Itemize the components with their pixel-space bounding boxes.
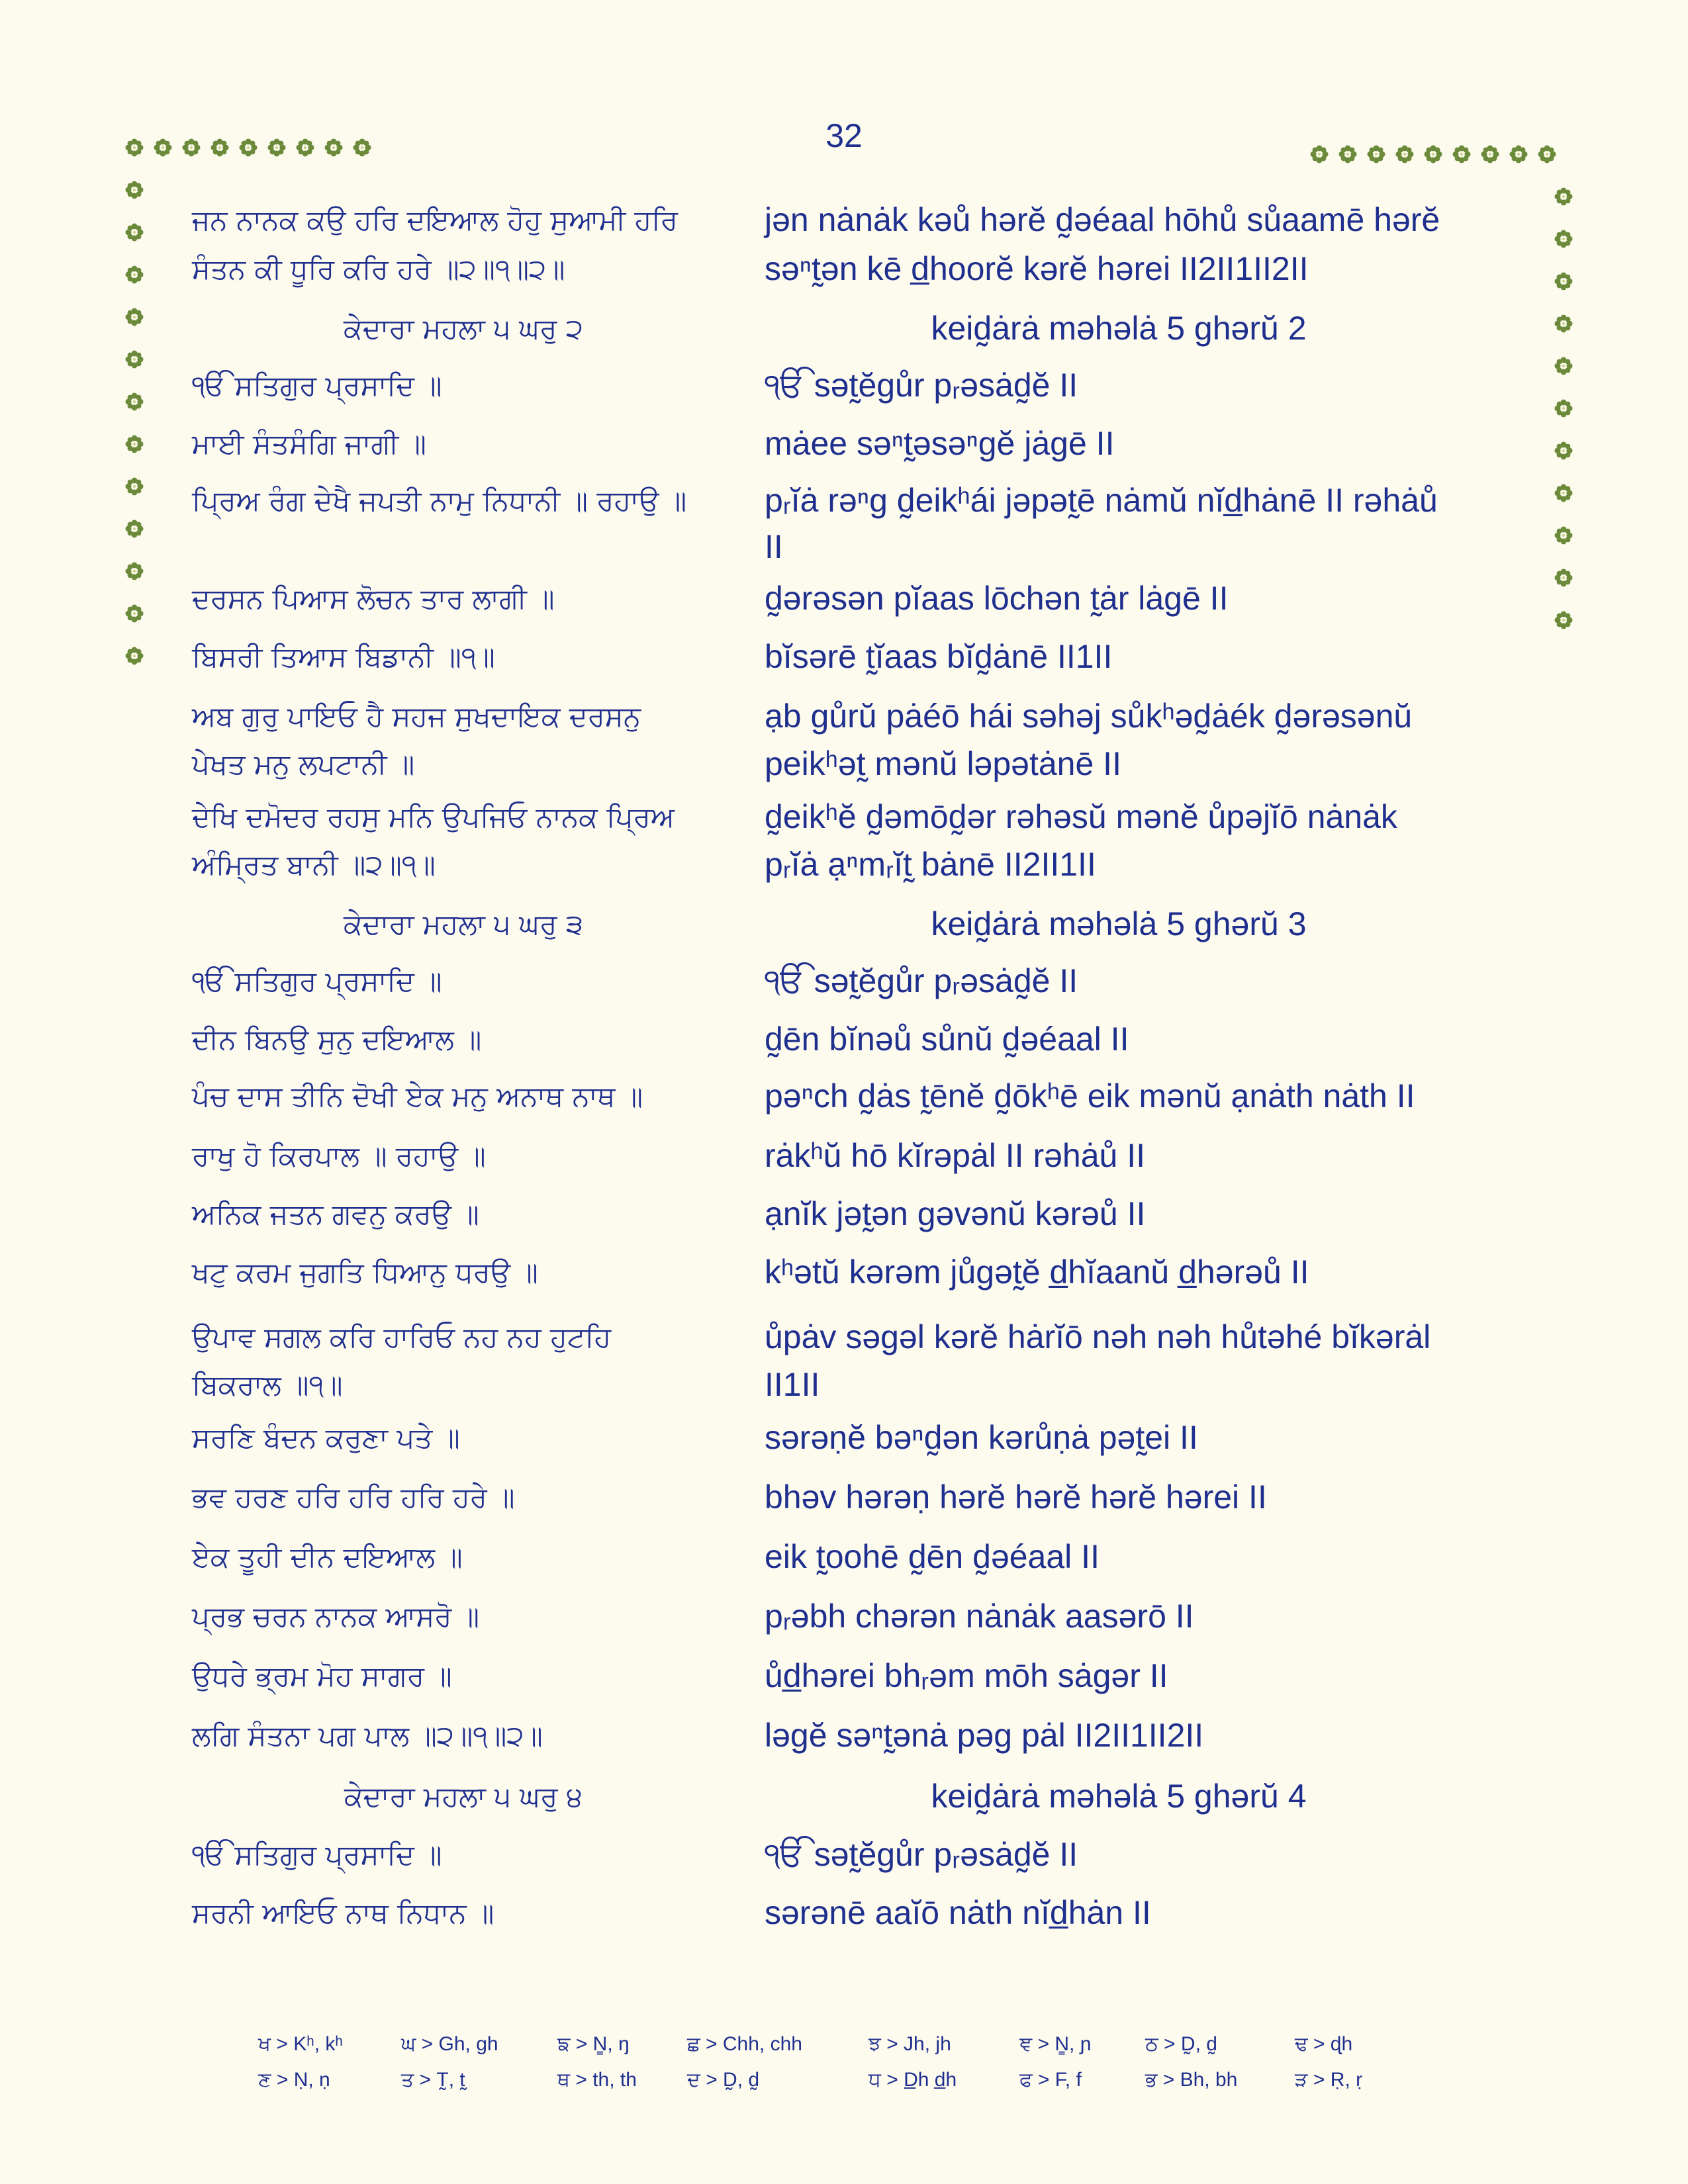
transliteration-line: ੴ sət̰ĕgůr pᵣəsȧd̰ĕ II — [765, 962, 1078, 999]
transliteration-line: pᵣĭȧ ạⁿmᵣĭt̰ bȧnē II2II1II — [765, 846, 1096, 883]
gurmukhi-line: ਪ੍ਰਭ ਚਰਨ ਨਾਨਕ ਆਸਰੋ ॥ — [192, 1600, 480, 1633]
transliteration-line: d̰ərəsən pĭaas lōchən t̰ȧr lȧgē II — [765, 580, 1229, 617]
legend-item: ਫ > F, f — [1019, 2069, 1082, 2091]
gurmukhi-line: ਭਵ ਹਰਣ ਹਰਿ ਹਰਿ ਹਰਿ ਹਰੇ ॥ — [192, 1481, 515, 1514]
gurmukhi-line: ਕੇਦਾਰਾ ਮਹਲਾ ੫ ਘਰੁ ੩ — [344, 908, 583, 940]
gurmukhi-line: ਬਿਸਰੀ ਤਿਆਸ ਬਿਡਾਨੀ ॥੧॥ — [192, 641, 495, 673]
gurmukhi-line: ੴ ਸਤਿਗੁਰ ਪ੍ਰਸਾਦਿ ॥ — [192, 965, 442, 997]
legend-item: ਙ > N̳, ŋ — [557, 2033, 630, 2055]
gurmukhi-line: ਪੰਚ ਦਾਸ ਤੀਨਿ ਦੋਖੀ ਏਕ ਮਨੁ ਅਨਾਥ ਨਾਥ ॥ — [192, 1080, 643, 1113]
page-number: 32 — [825, 117, 863, 154]
transliteration-line: ạb gůrŭ pȧéō hái səhəj sůkʰəd̰ȧék d̰ərəsənŭ — [765, 698, 1413, 735]
transliteration-line: sərəṇĕ bəⁿd̰ən kərůṇȧ pət̰ei II — [765, 1419, 1198, 1456]
transliteration-line: bhəv hərəṇ hərĕ hərĕ hərĕ hərei II — [765, 1479, 1267, 1516]
gurmukhi-line: ਸਰਨੀ ਆਇਓ ਨਾਥ ਨਿਧਾਨ ॥ — [192, 1897, 494, 1929]
transliteration-line: peikʰət̰ mənŭ ləpətȧnē II — [765, 745, 1121, 782]
gurmukhi-line: ਸਰਣਿ ਬੰਦਨ ਕਰੁਣਾ ਪਤੇ ॥ — [192, 1422, 460, 1454]
legend-item: ਘ > Gh, gh — [401, 2033, 498, 2055]
transliteration-line: pᵣĭȧ rəⁿg d̰eikʰái jəpət̰ē nȧmŭ nĭd̲hȧnē II rəhȧů — [765, 482, 1438, 519]
legend-item: ਖ > Kʰ, kʰ — [258, 2033, 343, 2055]
legend-item: ਥ > th, th — [557, 2069, 637, 2091]
transliteration-line: rȧkʰŭ hō kĭrəpȧl II rəhȧů II — [765, 1137, 1146, 1174]
gurmukhi-line: ਕੇਦਾਰਾ ਮਹਲਾ ੫ ਘਰੁ ੨ — [344, 312, 583, 345]
legend-item: ਤ > T̰, t̰ — [401, 2069, 465, 2091]
transliteration-line: ੴ sət̰ĕgůr pᵣəsȧd̰ĕ II — [765, 367, 1078, 404]
gurmukhi-line: ਰਾਖੁ ਹੋ ਕਿਰਪਾਲ ॥ ਰਹਾਉ ॥ — [192, 1140, 486, 1172]
gurmukhi-line: ਖਟੁ ਕਰਮ ਜੁਗਤਿ ਧਿਆਨੁ ਧਰਉ ॥ — [192, 1256, 538, 1289]
transliteration-line: ůd̲hərei bhᵣəm mōh sȧgər II — [765, 1657, 1168, 1694]
transliteration-line: keid̰ȧrȧ məhəlȧ 5 ghərŭ 2 — [931, 310, 1307, 347]
gurmukhi-line: ਦੇਖਿ ਦਮੋਦਰ ਰਹਸੁ ਮਨਿ ਉਪਜਿਓ ਨਾਨਕ ਪ੍ਰਿਅ — [192, 801, 675, 833]
gurmukhi-line: ਉਪਾਵ ਸਗਲ ਕਰਿ ਹਾਰਿਓ ਨਹ ਨਹ ਹੁਟਹਿ — [192, 1321, 612, 1353]
transliteration-line-continued: II — [765, 528, 783, 565]
transliteration-line: ạnĭk jət̰ən gəvənŭ kərəů II — [765, 1195, 1146, 1232]
transliteration-line: pᵣəbh chərən nȧnȧk aasərō II — [765, 1598, 1194, 1635]
transliteration-legend — [258, 2033, 1450, 2105]
gurmukhi-line: ਬਿਕਰਾਲ ॥੧॥ — [192, 1369, 343, 1401]
gurmukhi-line: ਦਰਸਨ ਪਿਆਸ ਲੋਚਨ ਤਾਰ ਲਾਗੀ ॥ — [192, 582, 555, 615]
legend-item: ਦ > D̰, d̰ — [687, 2069, 760, 2091]
gurmukhi-line: ਪ੍ਰਿਅ ਰੰਗ ਦੇਖੈ ਜਪਤੀ ਨਾਮੁ ਨਿਧਾਨੀ ॥ ਰਹਾਉ ॥ — [192, 484, 687, 517]
legend-item: ਛ > Chh, chh — [687, 2033, 802, 2055]
transliteration-line: mȧee səⁿt̰əsəⁿgĕ jȧgē II — [765, 425, 1115, 462]
legend-row — [258, 2033, 1450, 2069]
transliteration-line: pəⁿch d̰ȧs t̰ēnĕ d̰ōkʰē eik mənŭ ạnȧth nȧth II — [765, 1077, 1415, 1115]
legend-item: ਢ > ɖh — [1295, 2033, 1353, 2055]
transliteration-line: keid̰ȧrȧ məhəlȧ 5 ghərŭ 4 — [931, 1778, 1307, 1815]
transliteration-line: jən nȧnȧk kəů hərĕ d̰əéaal hōhů sůaamē hərĕ — [765, 201, 1440, 238]
gurmukhi-line: ੴ ਸਤਿਗੁਰ ਪ੍ਰਸਾਦਿ ॥ — [192, 369, 442, 402]
gurmukhi-line: ਲਗਿ ਸੰਤਨਾ ਪਗ ਪਾਲ ॥੨॥੧॥੨॥ — [192, 1719, 543, 1752]
gurmukhi-line: ਏਕ ਤੂਹੀ ਦੀਨ ਦਇਆਲ ॥ — [192, 1541, 463, 1573]
gurmukhi-line: ਜਨ ਨਾਨਕ ਕਉ ਹਰਿ ਦਇਆਲ ਹੋਹੁ ਸੁਆਮੀ ਹਰਿ — [192, 204, 678, 236]
legend-row — [258, 2069, 1450, 2105]
legend-item: ਭ > Bh, bh — [1145, 2069, 1238, 2091]
gurmukhi-line: ਮਾਈ ਸੰਤਸੰਗਿ ਜਾਗੀ ॥ — [192, 428, 426, 460]
transliteration-line: səⁿt̰ən kē d̲hoorĕ kərĕ hərei II2II1II2II — [765, 250, 1309, 287]
transliteration-line: d̰eikʰĕ d̰əmōd̰ər rəhəsŭ mənĕ ůpəjĭō nȧnȧk — [765, 798, 1397, 835]
gurmukhi-line: ਕੇਦਾਰਾ ਮਹਲਾ ੫ ਘਰੁ ੪ — [344, 1780, 583, 1813]
transliteration-line: II1II — [765, 1366, 820, 1403]
transliteration-line: d̰ēn bĭnəů sůnŭ d̰əéaal II — [765, 1021, 1129, 1058]
transliteration-line: sərənē aaĭō nȧth nĭd̲hȧn II — [765, 1894, 1151, 1931]
gurmukhi-line: ਸੰਤਨ ਕੀ ਧੂਰਿ ਕਰਿ ਹਰੇ ॥੨॥੧॥੨॥ — [192, 253, 565, 285]
gurmukhi-line: ਅੰਮ੍ਰਿਤ ਬਾਨੀ ॥੨॥੧॥ — [192, 848, 436, 881]
legend-item: ਞ > N̳, ɲ — [1019, 2033, 1092, 2055]
transliteration-line: ůpȧv səgəl kərĕ hȧrĭō nəh nəh hůtəhé bĭkərȧl — [765, 1318, 1431, 1355]
gurmukhi-line: ਉਧਰੇ ਭ੍ਰਮ ਮੋਹ ਸਾਗਰ ॥ — [192, 1660, 452, 1692]
transliteration-line: ੴ sət̰ĕgůr pᵣəsȧd̰ĕ II — [765, 1836, 1078, 1873]
legend-item: ਠ > D̰, d̰ — [1145, 2033, 1217, 2055]
gurmukhi-line: ੴ ਸਤਿਗੁਰ ਪ੍ਰਸਾਦਿ ॥ — [192, 1839, 442, 1871]
legend-item: ੜ > Ṛ, ṛ — [1295, 2069, 1363, 2091]
transliteration-line: bĭsərē t̰ĭaas bĭd̰ȧnē II1II — [765, 638, 1113, 675]
gurmukhi-line: ਅਬ ਗੁਰੁ ਪਾਇਓ ਹੈ ਸਹਜ ਸੁਖਦਾਇਕ ਦਰਸਨੁ — [192, 700, 641, 733]
legend-item: ਝ > Jh, jh — [868, 2033, 951, 2055]
legend-item: ਧ > D̲h d̲h — [868, 2069, 957, 2091]
transliteration-line: ləgĕ səⁿt̰ənȧ pəg pȧl II2II1II2II — [765, 1717, 1204, 1754]
gurmukhi-line: ਪੇਖਤ ਮਨੁ ਲਪਟਾਨੀ ॥ — [192, 748, 415, 780]
transliteration-line: eik t̰oohē d̰ēn d̰əéaal II — [765, 1538, 1100, 1575]
transliteration-line: kʰətŭ kərəm jůgət̰ĕ d̲hĭaanŭ d̲hərəů II — [765, 1253, 1309, 1291]
transliteration-line: keid̰ȧrȧ məhəlȧ 5 ghərŭ 3 — [931, 905, 1307, 942]
gurmukhi-line: ਦੀਨ ਬਿਨਉ ਸੁਨੁ ਦਇਆਲ ॥ — [192, 1023, 482, 1056]
legend-item: ਣ > Ṇ, ṇ — [258, 2069, 330, 2091]
gurmukhi-line: ਅਨਿਕ ਜਤਨ ਗਵਨੁ ਕਰਉ ॥ — [192, 1198, 479, 1230]
